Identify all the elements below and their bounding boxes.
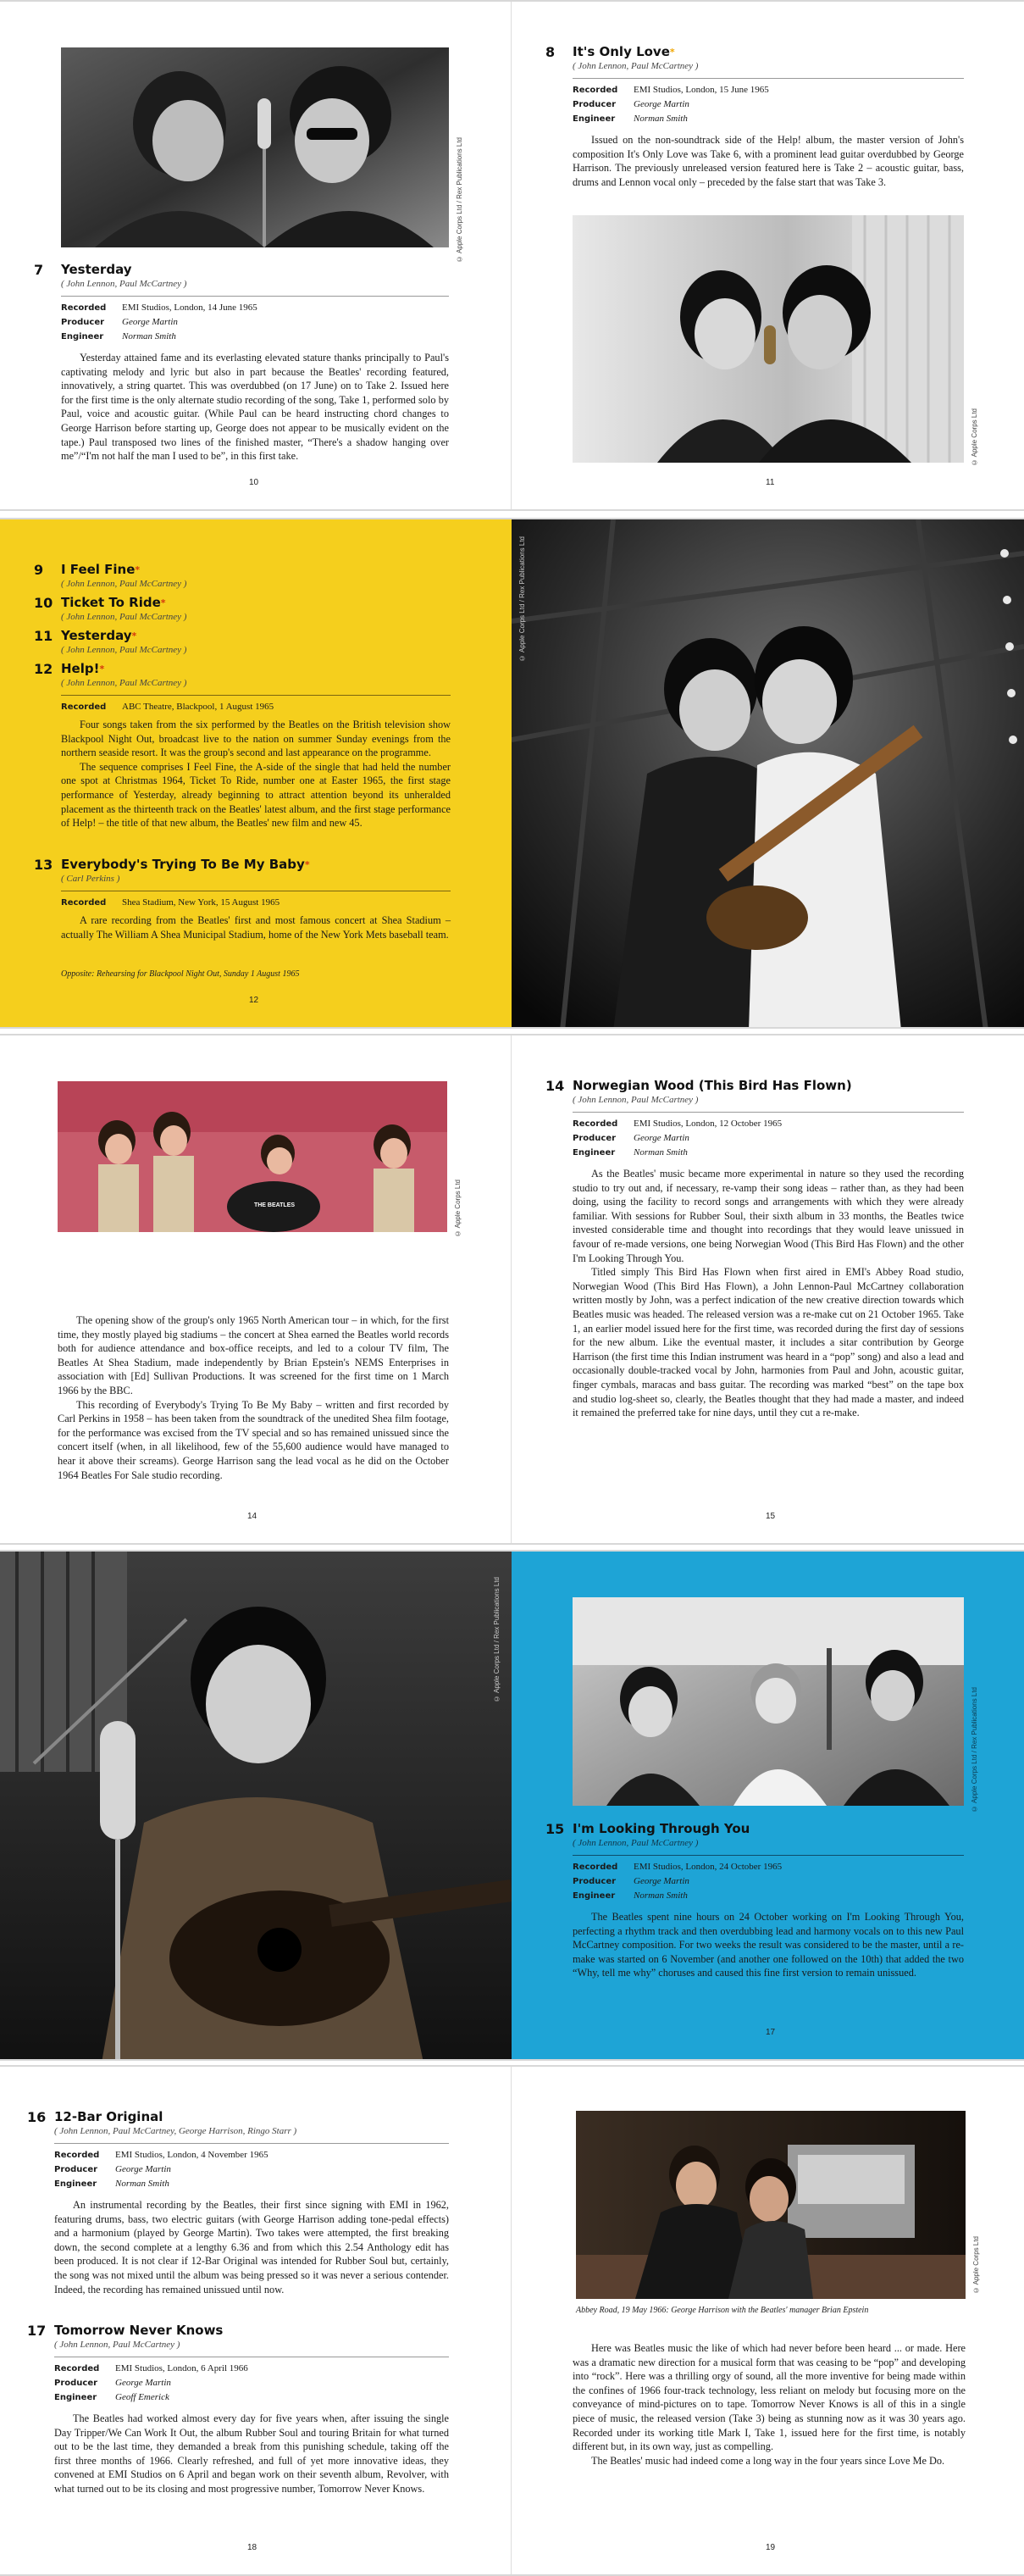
page-15 — [512, 1035, 1024, 1543]
songwriter-credit: ( Carl Perkins ) — [61, 874, 120, 884]
songwriter-credit: ( John Lennon, Paul McCartney ) — [61, 279, 187, 289]
engineer-label: Engineer — [54, 2393, 97, 2402]
track-number: 15 — [545, 1821, 565, 1837]
track-number: 10 — [34, 595, 53, 611]
producer-label: Producer — [54, 2165, 98, 2174]
photo-credit: © Apple Corps Ltd — [971, 408, 978, 467]
track-8 — [545, 44, 964, 189]
divider — [573, 78, 964, 79]
photo-credit: © Apple Corps Ltd / Rex Publications Ltd — [518, 536, 526, 662]
track-title: I'm Looking Through You — [573, 1821, 750, 1836]
recorded-value: Shea Stadium, New York, 15 August 1965 — [122, 897, 280, 908]
shea-notes — [58, 1313, 449, 1482]
track-title: It's Only Love — [573, 44, 670, 59]
new-mix-star: * — [669, 47, 675, 58]
engineer-value: Norman Smith — [634, 1147, 688, 1158]
divider — [61, 695, 451, 696]
shea-notes-p2: This recording of Everybody's Trying To Be My Baby – written and first recorded by Carl Perkins in 1958 – has been taken from the soundtrack of the unedited Shea film footage, for the performance was excised from the TV special and so has remained unissued since the concert itself (when, in all likelihood, few of the 55,600 audience would have managed to hear it above their screams). George Harrison sang the lead vocal as he did on the October 1964 Beatles For Sale studio recording. — [58, 1398, 449, 1481]
recorded-value: EMI Studios, London, 12 October 1965 — [634, 1119, 783, 1129]
track-notes: Issued on the non-soundtrack side of the Help! album, the master version of John's composition It's Only Love was Take 6, with a prominent lead guitar overdubbed by George Harrison. The previously unreleased version featured here is Take 2 – acoustic guitar, bass, drums and Lennon vocal only – preceded by the false start that was Take 3. — [573, 134, 964, 188]
recorded-value: EMI Studios, London, 14 June 1965 — [122, 303, 257, 313]
producer-label: Producer — [61, 318, 105, 327]
spread-pages-10-11 — [0, 0, 1024, 511]
songwriter-credit: ( John Lennon, Paul McCartney, George Harrison, Ringo Starr ) — [54, 2126, 297, 2136]
recorded-label: Recorded — [54, 2364, 100, 2373]
engineer-label: Engineer — [61, 332, 104, 341]
track-13 — [34, 857, 451, 941]
new-mix-star: * — [99, 663, 105, 675]
track-title: Ticket To Ride — [61, 595, 161, 610]
track-number: 7 — [34, 262, 44, 278]
page-number: 17 — [766, 2028, 776, 2037]
page-10 — [0, 2, 512, 509]
photo-lennon-acoustic-guitar — [0, 1552, 512, 2061]
track-7 — [34, 262, 449, 464]
producer-label: Producer — [573, 1134, 617, 1143]
photo-credit: © Apple Corps Ltd / Rex Publications Ltd — [971, 1687, 978, 1813]
track-number: 16 — [27, 2109, 47, 2125]
track-title: I Feel Fine — [61, 562, 136, 577]
recorded-label: Recorded — [573, 86, 618, 95]
engineer-label: Engineer — [573, 114, 616, 124]
producer-value: George Martin — [115, 2378, 171, 2388]
divider — [54, 2143, 449, 2144]
photo-credit: © Apple Corps Ltd — [454, 1180, 462, 1238]
page-18 — [0, 2067, 512, 2574]
divider — [573, 1112, 964, 1113]
new-mix-star: * — [304, 859, 310, 870]
new-mix-star: * — [160, 597, 166, 608]
track-14 — [545, 1078, 964, 1420]
engineer-value: Norman Smith — [122, 331, 176, 341]
page-17 — [512, 1552, 1024, 2059]
track-title: Yesterday — [61, 628, 132, 643]
spread-pages-16-17 — [0, 1550, 1024, 2061]
track-notes: Yesterday attained fame and its everlasting elevated stature thanks principally to Paul's captivating melody and lyric but also in part because the Beatles' recording featured, innovatively, a string quartet. This was overdubbed (on 17 June) on to Take 2. Issued here for the first time is the only alternate studio recording of the song, Take 1, performed solo by Paul, voice and acoustic guitar. (While Paul can be heard instructing chord changes to George Harrison before starting up, George does not appear to be musically evident on the tape.) Paul transposed two lines of the finished master, “There's a shadow hanging over me”/“I'm not half the man I used to be”, in this first take. — [61, 352, 449, 463]
spread-page-12 — [0, 518, 1024, 1029]
songwriter-credit: ( John Lennon, Paul McCartney ) — [61, 612, 187, 622]
producer-value: George Martin — [634, 1876, 689, 1886]
track-title: Yesterday — [61, 262, 132, 277]
engineer-value: Geoff Emerick — [115, 2392, 169, 2402]
recorded-value: EMI Studios, London, 6 April 1966 — [115, 2363, 248, 2373]
track-notes-p1: As the Beatles' music became more experimental in nature so they used the recording studio to try out and, if necessary, re-vamp their song ideas – rather than, as they had been doing, using the facility to record songs and arrangements with which they were already familiar. With sessions for Rubber Soul, their sixth album in 33 months, the Beatles twice invested considerable time and thought into recordings that they would leave unissued in favour of re-made versions, one being Norwegian Wood (This Bird Has Flown) and the other I'm Looking Through You. — [573, 1168, 964, 1264]
recorded-label: Recorded — [61, 898, 107, 908]
recorded-label: Recorded — [61, 303, 107, 313]
photo-credit: © Apple Corps Ltd / Rex Publications Ltd — [493, 1577, 501, 1702]
track-number: 8 — [545, 44, 556, 60]
spread-pages-14-15 — [0, 1034, 1024, 1545]
track-notes: The Beatles spent nine hours on 24 October working on I'm Looking Through You, perfecting a rhythm track and then overdubbing lead and harmony vocals on to this new Paul McCartney composition. For two weeks the result was considered to be the master, until a re-make was started on 6 November (and another one followed on the 10th) that added the two “Why, tell me why” choruses and caused this fine first version to remain unissued. — [573, 1911, 964, 1979]
page-number: 14 — [247, 1512, 257, 1521]
track-notes: A rare recording from the Beatles' first and most famous concert at Shea Stadium – actually The William A Shea Municipal Stadium, home of the New York Mets baseball team. — [61, 914, 451, 941]
track-notes: An instrumental recording by the Beatles, their first since signing with EMI in 1962, featuring drums, bass, two electric guitars (with George Harrison adding tone-pedal effects) and a harmonium (played by George Martin). Two takes were attempted, the first breaking down, the second complete at a lengthy 6.36 and from which this 2.54 Anthology edit has been produced. It is not clear if 12-Bar Original was intended for Rubber Soul but, certainly, the song was not mixed until the album was being pressed so it was never a serious contender. Indeed, the recording has remained unissued until now. — [54, 2199, 449, 2296]
producer-label: Producer — [573, 1877, 617, 1886]
engineer-value: Norman Smith — [634, 114, 688, 124]
songwriter-credit: ( John Lennon, Paul McCartney ) — [573, 1095, 699, 1105]
track-9 — [34, 562, 451, 590]
recorded-value: ABC Theatre, Blackpool, 1 August 1965 — [122, 702, 274, 712]
track-12 — [34, 661, 451, 830]
track-number: 12 — [34, 661, 53, 677]
photo-caption: Opposite: Rehearsing for Blackpool Night Out, Sunday 1 August 1965 — [61, 969, 300, 979]
photo-harrison-lennon-studio — [573, 215, 964, 463]
producer-label: Producer — [573, 100, 617, 109]
page-13-photo — [512, 519, 1024, 1027]
songwriter-credit: ( John Lennon, Paul McCartney ) — [54, 2340, 180, 2350]
drum-logo-text: THE BEATLES — [253, 1202, 296, 1208]
photo-beatles-studio-session — [573, 1597, 964, 1806]
track-notes: The Beatles had worked almost every day for five years when, after issuing the single Day Tripper/We Can Work It Out, the album Rubber Soul and touring Britain for what turned out to be the last time, they demanded a break from this punishing schedule, taking off the first three months of 1966. Clearly refreshed, and full of yet more innovative ideas, they convened at EMI Studios on 6 April and began work on their seventh album, Revolver, with what turned out to be its closing and most progressive number, Tomorrow Never Knows. — [54, 2412, 449, 2495]
track-title: Norwegian Wood (This Bird Has Flown) — [573, 1078, 852, 1093]
engineer-label: Engineer — [573, 1148, 616, 1158]
track-notes-p1: Four songs taken from the six performed by the Beatles on the British television show Blackpool Night Out, broadcast live to the nation on summer Sunday evenings from the northern seaside resort. It was the group's second and last appearance on the programme. — [61, 719, 451, 759]
page-number: 12 — [249, 996, 259, 1005]
photo-lennon-mccartney-microphone — [61, 47, 449, 247]
engineer-value: Norman Smith — [634, 1890, 688, 1901]
track-number: 11 — [34, 628, 53, 644]
track-17 — [27, 2323, 449, 2496]
page-16-photo — [0, 1552, 512, 2059]
new-mix-star: * — [135, 564, 141, 575]
page-number: 19 — [766, 2543, 776, 2552]
track-title: Tomorrow Never Knows — [54, 2323, 224, 2338]
track-number: 9 — [34, 562, 44, 578]
track-16 — [27, 2109, 449, 2296]
page-number: 15 — [766, 1512, 776, 1521]
photo-credit: © Apple Corps Ltd — [972, 2236, 980, 2295]
photo-harrison-epstein-abbey-road — [576, 2111, 966, 2299]
recorded-value: EMI Studios, London, 24 October 1965 — [634, 1862, 783, 1872]
spread-pages-18-19 — [0, 2065, 1024, 2576]
producer-value: George Martin — [634, 1133, 689, 1143]
track-number: 13 — [34, 857, 53, 873]
engineer-label: Engineer — [54, 2179, 97, 2189]
producer-value: George Martin — [122, 317, 178, 327]
songwriter-credit: ( John Lennon, Paul McCartney ) — [61, 645, 187, 655]
track-title: Everybody's Trying To Be My Baby — [61, 857, 305, 872]
songwriter-credit: ( John Lennon, Paul McCartney ) — [573, 1838, 699, 1848]
shea-notes-p1: The opening show of the group's only 1965 North American tour – in which, for the first time, they mostly played big stadiums – the concert at Shea earned the Beatles world records both for audience attendance and box-office receipts, and led to a colour TV film, The Beatles At Shea Stadium, made independently by Brian Epstein's NEMS Enterprises in association with [Ed] Sullivan Productions. It was screened for the first time on 1 March 1966 by the BBC. — [58, 1314, 449, 1396]
track-notes-p2: The sequence comprises I Feel Fine, the A-side of the single that had held the number one spot at Christmas 1964, Ticket To Ride, number one at Easter 1965, the first stage performance of Yesterday, already beginning to attract attention beyond its unheralded placement as the thirteenth track on the Beatles' latest album, and the first stage performance of Help! – the title of that new album, the Beatles' new film and new 45. — [61, 760, 451, 830]
producer-value: George Martin — [115, 2164, 171, 2174]
recorded-label: Recorded — [573, 1119, 618, 1129]
track-15 — [545, 1821, 964, 1980]
engineer-value: Norman Smith — [115, 2179, 169, 2189]
engineer-label: Engineer — [573, 1891, 616, 1901]
producer-label: Producer — [54, 2379, 98, 2388]
track-number: 17 — [27, 2323, 47, 2339]
divider — [573, 1855, 964, 1856]
songwriter-credit: ( John Lennon, Paul McCartney ) — [61, 579, 187, 589]
track-notes-p2: Titled simply This Bird Has Flown when first aired in EMI's Abbey Road studio, Norwegian Wood (This Bird Has Flown), a John Lennon-Paul McCartney collaboration written mostly by John, was a perfect indication of the new creative direction towards which Beatles music was headed. The released version was a re-make cut on 21 October 1965. Take 1, an earlier model issued here for the first time, was recorded during the first day of sessions for the new album. Like the eventual master, it includes a sitar contribution by George Harrison (the first time this Indian instrument was heard in a “pop” song) and also a lead and occasionally double-tracked vocal by John, harmonies from Paul and John, acoustic guitar, finger cymbals, maracas and bass guitar. The recording was marked “best” on the tape box and studio log-sheet so, clearly, the Beatles thought that they had made a master, and indeed it remained the preferred take for nine days, until they cut a re-make. — [573, 1266, 964, 1419]
photo-shea-stadium-concert — [58, 1081, 447, 1232]
recorded-label: Recorded — [573, 1863, 618, 1872]
page-19 — [512, 2067, 1024, 2574]
recorded-label: Recorded — [61, 702, 107, 712]
recorded-label: Recorded — [54, 2151, 100, 2160]
page-12 — [0, 519, 512, 1027]
track-number: 14 — [545, 1078, 565, 1094]
recorded-value: EMI Studios, London, 4 November 1965 — [115, 2150, 268, 2160]
tomorrow-never-knows-notes — [573, 2341, 966, 2468]
new-mix-star: * — [131, 630, 137, 641]
producer-value: George Martin — [634, 99, 689, 109]
track-title: 12-Bar Original — [54, 2109, 163, 2124]
page-14 — [0, 1035, 512, 1543]
track-11 — [34, 628, 451, 656]
page-11 — [512, 2, 1024, 509]
track-10 — [34, 595, 451, 623]
photo-rehearsing-blackpool — [512, 519, 1024, 1029]
photo-caption: Abbey Road, 19 May 1966: George Harrison with the Beatles' manager Brian Epstein — [576, 2306, 869, 2315]
recorded-value: EMI Studios, London, 15 June 1965 — [634, 85, 769, 95]
page-number: 18 — [247, 2543, 257, 2552]
photo-credit: © Apple Corps Ltd / Rex Publications Ltd — [456, 137, 463, 263]
songwriter-credit: ( John Lennon, Paul McCartney ) — [61, 678, 187, 688]
notes-p2: The Beatles' music had indeed come a long way in the four years since Love Me Do. — [591, 2454, 945, 2467]
page-number: 10 — [249, 478, 259, 487]
divider — [61, 296, 449, 297]
page-number: 11 — [766, 478, 775, 487]
track-title: Help! — [61, 661, 100, 676]
songwriter-credit: ( John Lennon, Paul McCartney ) — [573, 61, 699, 71]
notes-p1: Here was Beatles music the like of which had never before been heard ... or made. Here was a dramatic new direction for a musical form that was ceasing to be “pop” and developing into “rock”. Here was a thrilling orgy of sound, all the more inventive for being made within the confines of 1966 four-track technology, less reliant on melody but focusing more on the conveyance of mind-pictures on to tape. Tomorrow Never Knows is all of this in a single piece of music, the released version (Take 3) being as stunning now as it was 30 years ago. Recorded under its working title Mark I, Take 1, issued here for the first time, is notably different but, in its own way, just as compelling. — [573, 2342, 966, 2453]
